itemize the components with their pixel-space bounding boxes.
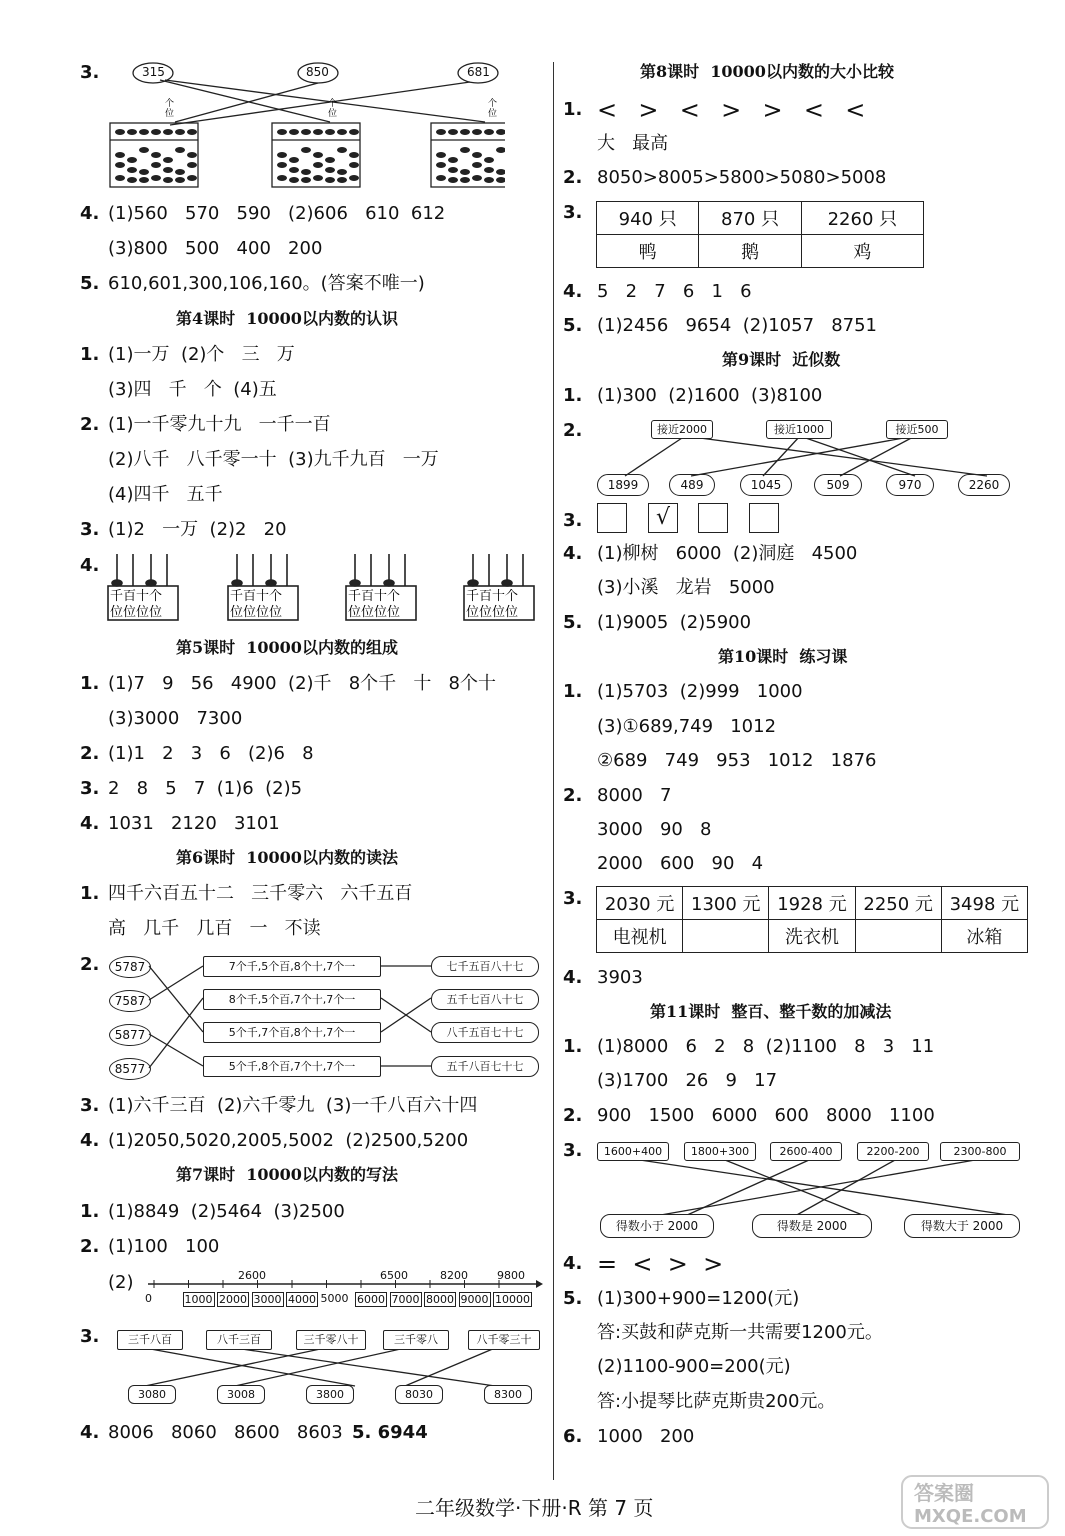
target-label: 得数是 2000	[752, 1214, 872, 1238]
top-label: 9800	[497, 1269, 525, 1282]
section-title: 第8课时 10000以内数的大小比较	[640, 62, 894, 81]
q-number: 5.	[563, 612, 583, 633]
rabbit-label: 3800	[306, 1385, 354, 1404]
q-number: 3.	[563, 202, 583, 223]
answer-line: 610,601,300,106,160。(答案不唯一)	[108, 273, 425, 294]
answer-line: (2)1100-900=200(元)	[597, 1356, 791, 1377]
reading-label: 七千五百八十七	[431, 956, 539, 977]
answer-line: = < > >	[597, 1250, 724, 1278]
table-cell: 鸭	[597, 235, 699, 268]
answer-checkbox-checked: √	[648, 503, 678, 533]
answer-line: (1)300+900=1200(元)	[597, 1288, 800, 1309]
axis-tick-label: 7000	[391, 1293, 420, 1306]
table-cell: 电视机	[597, 920, 683, 953]
svg-text:千百十个: 千百十个	[348, 589, 401, 604]
q-number: 3.	[80, 519, 100, 540]
q-number: 4.	[80, 203, 100, 224]
carrot-label: 三千零八十	[296, 1330, 366, 1350]
q-number: 6.	[563, 1426, 583, 1447]
q-number: 4.	[563, 543, 583, 564]
q-number: 1.	[80, 673, 100, 694]
q-number: 5.	[563, 1288, 583, 1309]
sum-tag: 1800+300	[684, 1142, 756, 1161]
q-number: 2.	[563, 420, 583, 441]
target-label: 得数大于 2000	[904, 1214, 1020, 1238]
svg-text:个: 个	[488, 99, 498, 109]
q-number: 3.	[80, 1326, 100, 1347]
answer-line: 8050>8005>5800>5080>5008	[597, 167, 887, 188]
sum-tag: 2600-400	[770, 1142, 842, 1161]
answer-line: 3903	[597, 967, 643, 988]
scroll-label: 7个千,5个百,8个十,7个一	[203, 956, 381, 977]
rabbit-label: 8030	[395, 1385, 443, 1404]
table-cell: 洗衣机	[769, 920, 855, 953]
answer-line: (1)2456 9654 (2)1057 8751	[597, 315, 878, 336]
number-cloud: 1899	[597, 474, 649, 496]
table-cell: 1928 元	[769, 887, 855, 920]
section-title: 第5课时 10000以内数的组成	[176, 638, 398, 657]
answer-line: (1)8000 6 2 8 (2)1100 8 3 11	[597, 1036, 935, 1057]
q-number: 4.	[80, 1130, 100, 1151]
q-number: 3.	[563, 1140, 583, 1161]
q-number: 2.	[80, 954, 100, 975]
q-number: 3.	[563, 888, 583, 909]
q-number: 2.	[563, 167, 583, 188]
axis-tick-label: 9000	[460, 1293, 489, 1306]
target-label: 得数小于 2000	[600, 1214, 714, 1238]
answer-line: (3)1700 26 9 17	[597, 1070, 778, 1091]
axis-tick-label: 10000	[495, 1293, 530, 1306]
svg-text:答案圈: 答案圈	[914, 1481, 974, 1505]
answer-checkbox	[698, 503, 728, 533]
number-oval: 5877	[109, 1024, 151, 1046]
table-cell	[855, 920, 941, 953]
answer-line: (1)1 2 3 6 (2)6 8	[108, 743, 314, 764]
svg-text:位位位位: 位位位位	[466, 605, 519, 620]
axis-tick-label: 8000	[426, 1293, 454, 1306]
answer-line: (3)①689,749 1012	[597, 716, 777, 737]
sum-tag: 1600+400	[597, 1142, 669, 1161]
table-cell: 3498 元	[941, 887, 1027, 920]
approx-tag: 接近2000	[651, 420, 713, 439]
answer-line: (1)柳树 6000 (2)洞庭 4500	[597, 543, 858, 564]
answer-checkbox	[749, 503, 779, 533]
answer-line: (2)	[108, 1272, 134, 1293]
page-footer: 二年级数学·下册·R 第 7 页	[415, 1496, 654, 1520]
answer-line: 900 1500 6000 600 8000 1100	[597, 1105, 935, 1126]
q-number: 4.	[563, 281, 583, 302]
axis-tick-label: 6000	[357, 1293, 385, 1306]
table-cell: 2260 只	[801, 202, 923, 235]
answer-q5: 5. 6944	[352, 1422, 428, 1443]
number-cloud: 1045	[740, 474, 792, 496]
q-number: 3.	[80, 62, 100, 83]
q-number: 1.	[563, 681, 583, 702]
answer-line: (3)800 500 400 200	[108, 238, 323, 259]
scroll-label: 8个千,5个百,7个十,7个一	[203, 989, 381, 1010]
answer-line: (1)560 570 590 (2)606 610 612	[108, 203, 446, 224]
answer-line: < > < > > < <	[597, 96, 868, 124]
approx-tag: 接近1000	[766, 420, 832, 439]
axis-tick-label: 4000	[288, 1293, 316, 1306]
section-title: 第11课时 整百、整千数的加减法	[650, 1002, 892, 1021]
q-number: 1.	[80, 344, 100, 365]
carrot-label: 八千三百	[206, 1330, 272, 1350]
svg-text:位: 位	[488, 109, 498, 119]
oval-315: 315	[142, 65, 165, 79]
top-label: 2600	[238, 1269, 266, 1282]
axis-tick-label: 0	[145, 1292, 152, 1305]
reading-label: 五千七百八十七	[431, 989, 539, 1010]
answer-line: ②689 749 953 1012 1876	[597, 750, 877, 771]
answer-line: (1)六千三百 (2)六千零九 (3)一千八百六十四	[108, 1095, 478, 1116]
q-number: 2.	[563, 1105, 583, 1126]
q-number: 2.	[80, 414, 100, 435]
table-cell: 940 只	[597, 202, 699, 235]
answer-line: 5 2 7 6 1 6	[597, 281, 752, 302]
oval-850: 850	[306, 65, 329, 79]
q-number: 1.	[80, 883, 100, 904]
answer-checkbox	[597, 503, 627, 533]
approx-tag: 接近500	[886, 420, 948, 439]
svg-text:个: 个	[165, 99, 175, 109]
answer-line: 高 几千 几百 一 不读	[108, 918, 321, 939]
svg-text:千百十个: 千百十个	[110, 589, 163, 604]
top-label: 8200	[440, 1269, 468, 1282]
table-cell: 1300 元	[683, 887, 769, 920]
table-cell	[683, 920, 769, 953]
sum-tag: 2200-200	[857, 1142, 929, 1161]
answer-line: 答:小提琴比萨克斯贵200元。	[597, 1391, 836, 1412]
axis-tick-label: 2000	[219, 1293, 247, 1306]
number-cloud: 509	[814, 474, 862, 496]
rabbit-label: 3080	[128, 1385, 176, 1404]
answer-line: 8006 8060 8600 8603	[108, 1422, 343, 1443]
number-oval: 7587	[109, 990, 151, 1012]
carrot-label: 八千零三十	[468, 1330, 540, 1350]
number-cloud: 970	[886, 474, 934, 496]
number-cloud: 489	[669, 474, 715, 496]
column-divider	[553, 62, 554, 1480]
abacus-matching-diagram	[105, 60, 505, 192]
answer-line: 四千六百五十二 三千零六 六千五百	[108, 883, 413, 904]
q-number: 2.	[80, 743, 100, 764]
section-title: 第4课时 10000以内数的认识	[176, 309, 398, 328]
answer-line: (3)四 千 个 (4)五	[108, 379, 277, 400]
answer-line: (1)5703 (2)999 1000	[597, 681, 803, 702]
q-number: 3.	[80, 778, 100, 799]
answer-line: 大 最高	[597, 133, 669, 154]
answer-line: 1000 200	[597, 1426, 695, 1447]
answer-line: (1)9005 (2)5900	[597, 612, 752, 633]
section-title: 第6课时 10000以内数的读法	[176, 848, 398, 867]
answer-line: (3)小溪 龙岩 5000	[597, 577, 775, 598]
q-number: 1.	[563, 99, 583, 120]
q-number: 3.	[563, 510, 583, 531]
answer-line: (1)2050,5020,2005,5002 (2)2500,5200	[108, 1130, 469, 1151]
svg-text:位位位位: 位位位位	[348, 605, 401, 620]
q-number: 3.	[80, 1095, 100, 1116]
carrot-label: 三千八百	[117, 1330, 183, 1350]
section-title: 第9课时 近似数	[722, 350, 841, 369]
q-number: 2.	[563, 785, 583, 806]
axis-tick-label: 1000	[184, 1293, 213, 1306]
answer-line: 1031 2120 3101	[108, 813, 280, 834]
q-number: 4.	[563, 1253, 583, 1274]
oval-681: 681	[467, 65, 490, 79]
answer-line: 答:买鼓和萨克斯一共需要1200元。	[597, 1322, 883, 1343]
carrot-label: 三千零八	[383, 1330, 449, 1350]
axis-tick-label: 3000	[253, 1293, 282, 1306]
scroll-label: 5个千,8个百,7个十,7个一	[203, 1056, 381, 1077]
number-oval: 5787	[109, 956, 151, 978]
q-number: 5.	[563, 315, 583, 336]
answer-line: (4)四千 五千	[108, 484, 223, 505]
watermark-graphic	[900, 1474, 1050, 1530]
table-cell: 2250 元	[855, 887, 941, 920]
svg-text:千百十个: 千百十个	[466, 589, 519, 604]
answer-line: (1)300 (2)1600 (3)8100	[597, 385, 823, 406]
appliance-price-table	[596, 886, 1028, 953]
sum-tag: 2300-800	[940, 1142, 1020, 1161]
answer-line: (1)一万 (2)个 三 万	[108, 344, 295, 365]
watermark-logo	[900, 1474, 1050, 1530]
axis-tick-label: 5000	[320, 1292, 349, 1305]
scroll-label: 5个千,7个百,8个十,7个一	[203, 1022, 381, 1043]
number-cloud: 2260	[958, 474, 1010, 496]
answer-line: 3000 90 8	[597, 819, 712, 840]
q-number: 4.	[80, 1422, 100, 1443]
section-title: 第10课时 练习课	[718, 647, 848, 666]
answer-line: (1)7 9 56 4900 (2)千 8个千 十 8个十	[108, 673, 496, 694]
answer-line: (1)2 一万 (2)2 20	[108, 519, 287, 540]
svg-text:个: 个	[328, 99, 338, 109]
q-number: 4.	[80, 555, 100, 576]
number-oval: 8577	[109, 1058, 151, 1080]
svg-text:千百十个: 千百十个	[230, 589, 283, 604]
answer-line: 8000 7	[597, 785, 672, 806]
rabbit-label: 8300	[484, 1385, 532, 1404]
svg-text:位: 位	[328, 109, 338, 119]
answer-line: (1)8849 (2)5464 (3)2500	[108, 1201, 345, 1222]
place-value-counters	[105, 548, 545, 624]
table-cell: 冰箱	[941, 920, 1027, 953]
q-number: 4.	[80, 813, 100, 834]
q-number: 1.	[563, 385, 583, 406]
answer-line: (2)八千 八千零一十 (3)九千九百 一万	[108, 449, 439, 470]
answer-line: 2 8 5 7 (1)6 (2)5	[108, 778, 303, 799]
axis-labels	[140, 1292, 544, 1310]
svg-text:MXQE.COM: MXQE.COM	[914, 1506, 1027, 1527]
table-cell: 2030 元	[597, 887, 683, 920]
q-number: 5.	[80, 273, 100, 294]
table-cell: 鸡	[801, 235, 923, 268]
q-number: 4.	[563, 967, 583, 988]
answer-line: 2000 600 90 4	[597, 853, 764, 874]
svg-text:位位位位: 位位位位	[230, 605, 283, 620]
reading-label: 五千八百七十七	[431, 1056, 539, 1077]
top-label: 6500	[380, 1269, 408, 1282]
q-number: 2.	[80, 1236, 100, 1257]
svg-text:位位位位: 位位位位	[110, 605, 163, 620]
answer-line: (3)3000 7300	[108, 708, 243, 729]
table-cell: 870 只	[699, 202, 801, 235]
svg-text:位: 位	[165, 109, 175, 119]
section-title: 第7课时 10000以内数的写法	[176, 1165, 398, 1184]
table-cell: 鹅	[699, 235, 801, 268]
q-number: 1.	[563, 1036, 583, 1057]
reading-label: 八千五百七十七	[431, 1022, 539, 1043]
animal-count-table	[596, 201, 924, 268]
answer-line: (1)一千零九十九 一千一百	[108, 414, 331, 435]
answer-line: (1)100 100	[108, 1236, 220, 1257]
rabbit-label: 3008	[217, 1385, 265, 1404]
q-number: 1.	[80, 1201, 100, 1222]
